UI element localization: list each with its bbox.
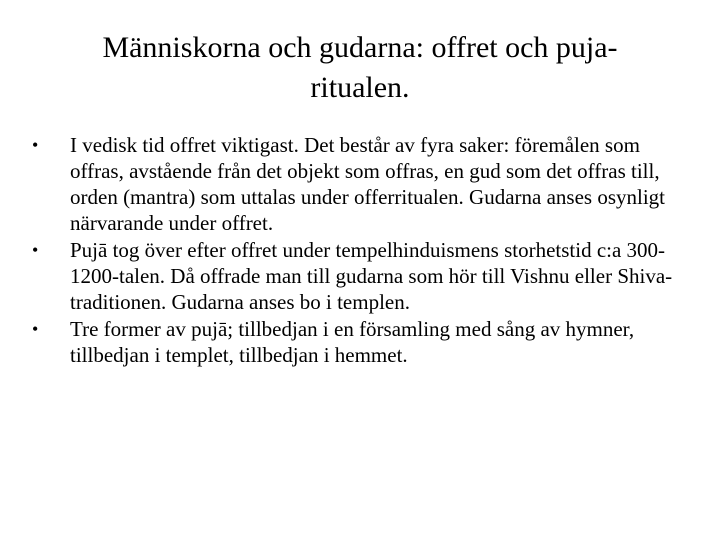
bullet-list <box>28 132 698 369</box>
bullet-text: Pujā tog över efter offret under tempelhinduismens storhetstid c:a 300-1200-talen. Då offrade man till gudarna som hör till Vishnu eller Shiva-traditionen. Gudarna anses bo i templen. <box>70 238 673 314</box>
bullet-item-2 <box>28 237 698 315</box>
bullet-text: I vedisk tid offret viktigast. Det består av fyra saker: föremålen som offras, avstående från det objekt som offras, en gud som det offras till, orden (mantra) som uttalas under offerritualen. Gudarna anses osynligt närvarande under offret. <box>70 133 666 235</box>
bullet-dot-icon: • <box>32 240 39 260</box>
bullet-text: Tre former av pujā; tillbedjan i en församling med sång av hymner, tillbedjan i templet, tillbedjan i hemmet. <box>70 317 635 367</box>
bullet-dot-icon: • <box>32 319 39 339</box>
slide-title: Människorna och gudarna: offret och puja-ritualen. <box>102 31 618 104</box>
bullet-dot-icon: • <box>32 135 39 155</box>
bullet-item-1 <box>28 132 698 236</box>
bullet-item-3 <box>28 316 698 368</box>
